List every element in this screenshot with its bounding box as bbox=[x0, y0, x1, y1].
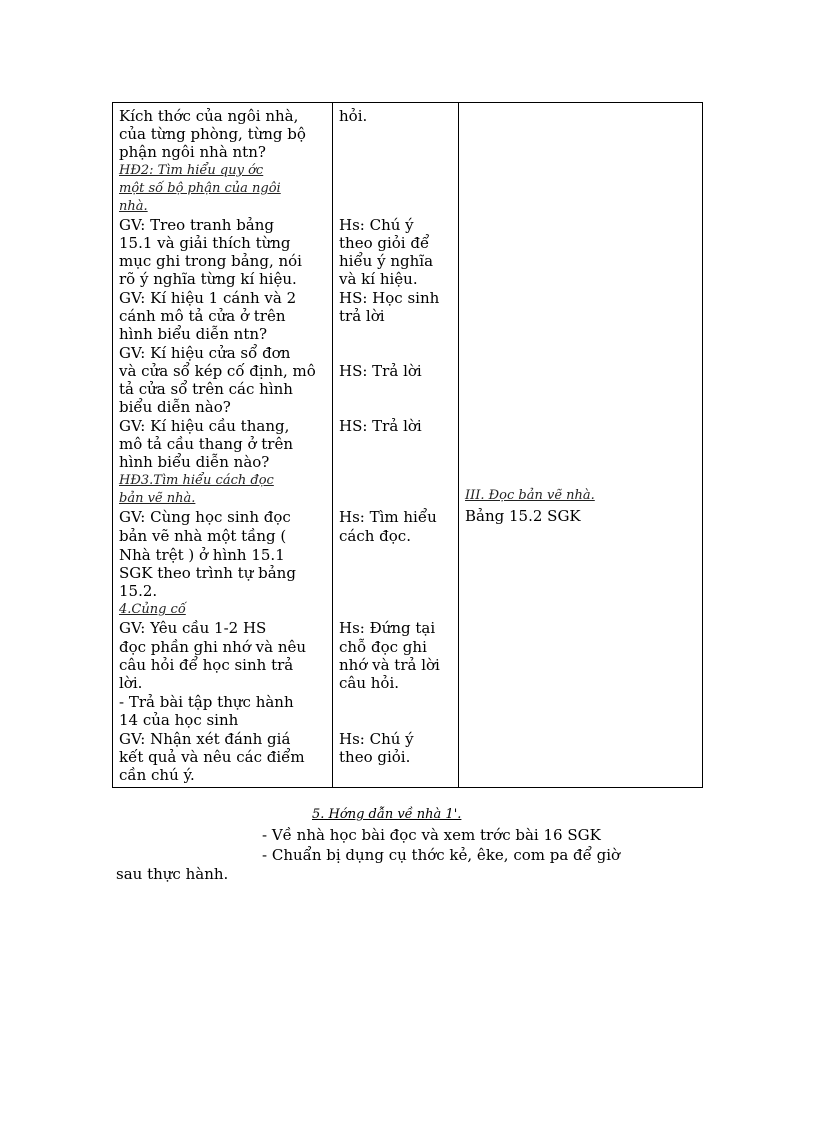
section-heading: một số bộ phận của ngôi bbox=[119, 181, 281, 196]
left-line: 15.2. bbox=[119, 582, 158, 600]
section-heading: 4.Củng cố bbox=[119, 602, 186, 617]
left-line: câu hỏi để học sinh trả bbox=[119, 656, 294, 674]
section-heading: bản vẽ nhà. bbox=[119, 491, 196, 506]
left-line: phận ngôi nhà ntn? bbox=[119, 143, 266, 161]
mid-line: trả lời bbox=[339, 307, 385, 325]
left-line: cánh mô tả cửa ở trên bbox=[119, 307, 286, 325]
right-line: Bảng 15.2 SGK bbox=[465, 507, 581, 525]
mid-line: cách đọc. bbox=[339, 527, 411, 545]
mid-line: Hs: Chú ý bbox=[339, 730, 414, 748]
left-line: GV: Kí hiệu cầu thang, bbox=[119, 417, 290, 435]
mid-line: chỗ đọc ghi bbox=[339, 638, 427, 656]
left-line: cần chú ý. bbox=[119, 766, 195, 784]
left-line: GV: Cùng học sinh đọc bbox=[119, 508, 291, 526]
footer-line: sau thực hành. bbox=[116, 865, 229, 883]
left-line: - Trả bài tập thực hành bbox=[119, 693, 294, 711]
left-line: hình biểu diễn nào? bbox=[119, 453, 270, 471]
left-line: của từng phòng, từng bộ bbox=[119, 125, 306, 143]
mid-line: hiểu ý nghĩa bbox=[339, 252, 434, 270]
teacher-activity-column bbox=[113, 103, 333, 787]
mid-line: và kí hiệu. bbox=[339, 270, 418, 288]
left-line: GV: Yêu cầu 1-2 HS bbox=[119, 619, 267, 637]
footer-line: - Chuẩn bị dụng cụ thớc kẻ, êke, com pa để giờ bbox=[262, 846, 621, 864]
section-heading: nhà. bbox=[119, 199, 148, 214]
mid-line: Hs: Tìm hiểu bbox=[339, 508, 437, 526]
footer-heading: 5. Hớng dẫn về nhà 1'. bbox=[312, 807, 462, 822]
left-line: lời. bbox=[119, 674, 143, 692]
left-line: SGK theo trình tự bảng bbox=[119, 564, 296, 582]
left-line: GV: Treo tranh bảng bbox=[119, 216, 275, 234]
section-heading: III. Đọc bản vẽ nhà. bbox=[465, 488, 595, 503]
mid-line: hỏi. bbox=[339, 107, 368, 125]
left-line: bản vẽ nhà một tầng ( bbox=[119, 527, 287, 545]
left-line: hình biểu diễn ntn? bbox=[119, 325, 268, 343]
left-line: tả cửa sổ trên các hình bbox=[119, 380, 293, 398]
left-line: mục ghi trong bảng, nói bbox=[119, 252, 302, 270]
student-activity-column bbox=[333, 103, 459, 787]
left-line: Kích thớc của ngôi nhà, bbox=[119, 107, 299, 125]
content-column bbox=[459, 103, 702, 787]
left-line: 15.1 và giải thích từng bbox=[119, 234, 291, 252]
mid-line: HS: Trả lời bbox=[339, 417, 422, 435]
left-line: GV: Nhận xét đánh giá bbox=[119, 730, 291, 748]
mid-line: HS: Trả lời bbox=[339, 362, 422, 380]
mid-line: theo giỏi. bbox=[339, 748, 411, 766]
left-line: GV: Kí hiệu cửa sổ đơn bbox=[119, 344, 291, 362]
mid-line: Hs: Chú ý bbox=[339, 216, 414, 234]
footer-line: - Về nhà học bài đọc và xem trớc bài 16 SGK bbox=[262, 826, 601, 844]
mid-line: Hs: Đứng tại bbox=[339, 619, 436, 637]
left-line: và cửa sổ kép cố định, mô bbox=[119, 362, 316, 380]
left-line: GV: Kí hiệu 1 cánh và 2 bbox=[119, 289, 297, 307]
section-heading: HĐ2: Tìm hiểu quy ớc bbox=[119, 163, 264, 178]
left-line: 14 của học sinh bbox=[119, 711, 239, 729]
left-line: đọc phần ghi nhớ và nêu bbox=[119, 638, 307, 656]
mid-line: theo giỏi để bbox=[339, 234, 430, 252]
left-line: Nhà trệt ) ở hình 15.1 bbox=[119, 546, 285, 564]
left-line: rõ ý nghĩa từng kí hiệu. bbox=[119, 270, 297, 288]
lesson-table bbox=[112, 102, 703, 788]
left-line: biểu diễn nào? bbox=[119, 398, 231, 416]
mid-line: câu hỏi. bbox=[339, 674, 400, 692]
section-heading: HĐ3.Tìm hiểu cách đọc bbox=[119, 473, 274, 488]
mid-line: HS: Học sinh bbox=[339, 289, 440, 307]
left-line: mô tả cầu thang ở trên bbox=[119, 435, 293, 453]
left-line: kết quả và nêu các điểm bbox=[119, 748, 305, 766]
mid-line: nhớ và trả lời bbox=[339, 656, 440, 674]
